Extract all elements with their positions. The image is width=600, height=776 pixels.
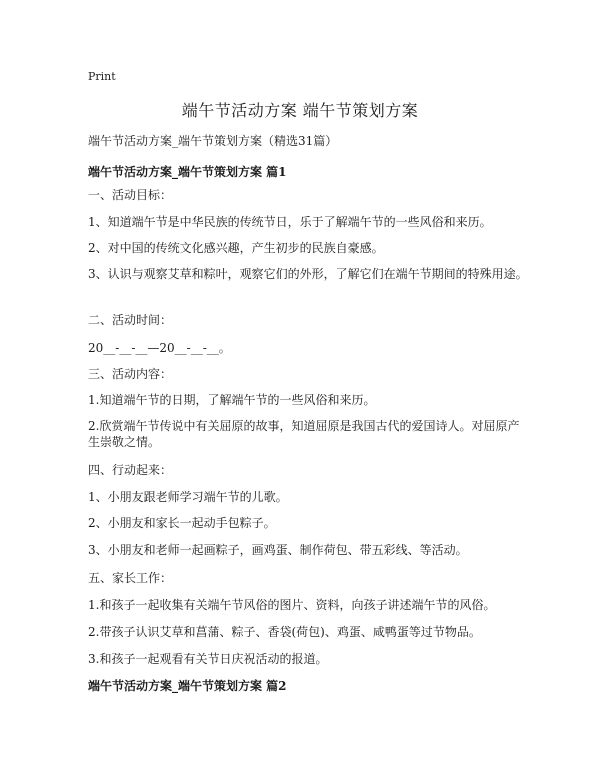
action-item-1: 1、小朋友跟老师学习端午节的儿歌。 <box>88 490 288 504</box>
article-heading-2: 端午节活动方案_端午节策划方案 篇2 <box>88 679 287 693</box>
goal-item-2: 2、对中国的传统文化感兴趣，产生初步的民族自豪感。 <box>88 241 384 255</box>
section-title-time: 二、活动时间： <box>88 313 173 327</box>
parent-item-2: 2.带孩子认识艾草和菖蒲、粽子、香袋(荷包)、鸡蛋、咸鸭蛋等过节物品。 <box>88 625 481 639</box>
goal-item-3: 3、认识与观察艾草和粽叶，观察它们的外形，了解它们在端午节期间的特殊用途。 <box>88 267 528 281</box>
section-title-goals: 一、活动目标： <box>88 188 173 202</box>
section-title-content: 三、活动内容： <box>88 367 173 381</box>
parent-item-1: 1.和孩子一起收集有关端午节风俗的图片、资料，向孩子讲述端午节的风俗。 <box>88 598 496 612</box>
page-title: 端午节活动方案 端午节策划方案 <box>181 101 419 120</box>
parent-item-3: 3.和孩子一起观看有关节日庆祝活动的报道。 <box>88 652 328 666</box>
print-label: Print <box>88 70 116 83</box>
activity-time-value: 20__-__-__—20__-__-__。 <box>88 341 231 355</box>
section-title-action: 四、行动起来： <box>88 463 173 477</box>
action-item-3: 3、小朋友和老师一起画粽子，画鸡蛋、制作荷包、带五彩线、等活动。 <box>88 543 468 557</box>
content-item-1: 1.知道端午节的日期，了解端午节的一些风俗和来历。 <box>88 393 376 407</box>
action-item-2: 2、小朋友和家长一起动手包粽子。 <box>88 516 276 530</box>
content-item-2: 2.欣赏端午节传说中有关屈原的故事，知道屈原是我国古代的爱国诗人。对屈原产生崇敬之情。 <box>88 419 520 449</box>
section-title-parents: 五、家长工作： <box>88 571 173 585</box>
page-subtitle: 端午节活动方案_端午节策划方案（精选31篇） <box>88 134 338 148</box>
article-heading-1: 端午节活动方案_端午节策划方案 篇1 <box>88 165 287 179</box>
goal-item-1: 1、知道端午节是中华民族的传统节日，乐于了解端午节的一些风俗和来历。 <box>88 215 492 229</box>
